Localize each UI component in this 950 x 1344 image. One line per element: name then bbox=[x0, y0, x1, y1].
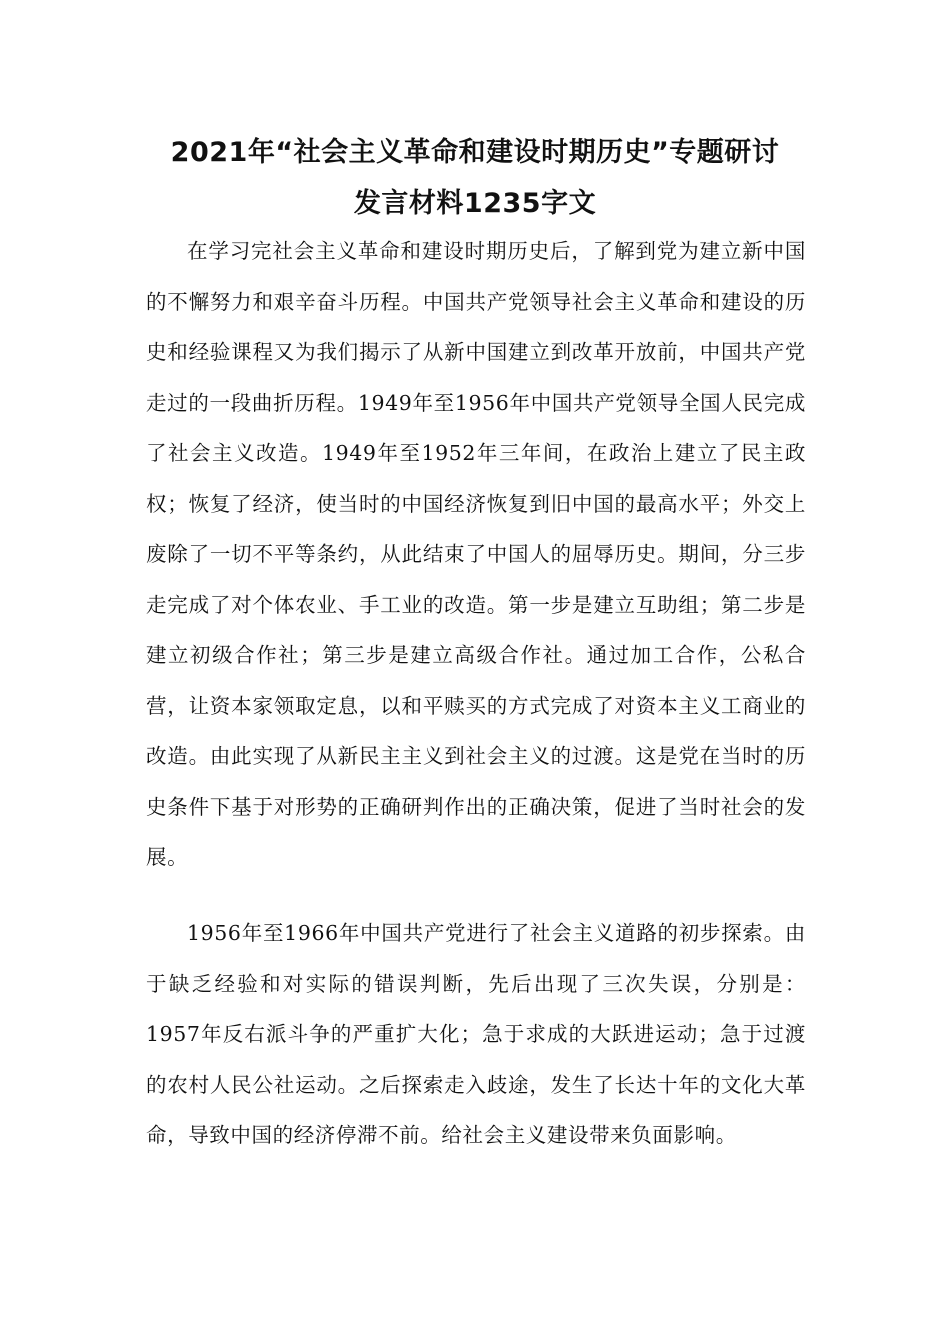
document-title-line-2: 发言材料1235字文 bbox=[353, 188, 597, 219]
body-paragraph-1: 在学习完社会主义革命和建设时期历史后，了解到党为建立新中国的不懈努力和艰辛奋斗历程。中国共产党领导社会主义革命和建设的历史和经验课程又为我们揭示了从新中国建立到改革开放前，中国共产党走过的一段曲折历程。1949年至1956年中国共产党领导全国人民完成了社会主义改造。1949年至1952年三年间，在政治上建立了民主政权；恢复了经济，使当时的中国经济恢复到旧中国的最高水平；外交上废除了一切不平等条约，从此结束了中国人的屈辱历史。期间，分三步走完成了对个体农业、手工业的改造。第一步是建立互助组；第二步是建立初级合作社；第三步是建立高级合作社。通过加工合作，公私合营，让资本家领取定息，以和平赎买的方式完成了对资本主义工商业的改造。由此实现了从新民主主义到社会主义的过渡。这是党在当时的历史条件下基于对形势的正确研判作出的正确决策，促进了当时社会的发展。 bbox=[146, 239, 806, 869]
body-paragraph-2: 1956年至1966年中国共产党进行了社会主义道路的初步探索。由于缺乏经验和对实际的错误判断，先后出现了三次失误，分别是：1957年反右派斗争的严重扩大化；急于求成的大跃进运动；急于过渡的农村人民公社运动。之后探索走入歧途，发生了长达十年的文化大革命，导致中国的经济停滞不前。给社会主义建设带来负面影响。 bbox=[146, 921, 806, 1147]
document-title-line-1: 2021年“社会主义革命和建设时期历史”专题研讨 bbox=[170, 137, 780, 168]
